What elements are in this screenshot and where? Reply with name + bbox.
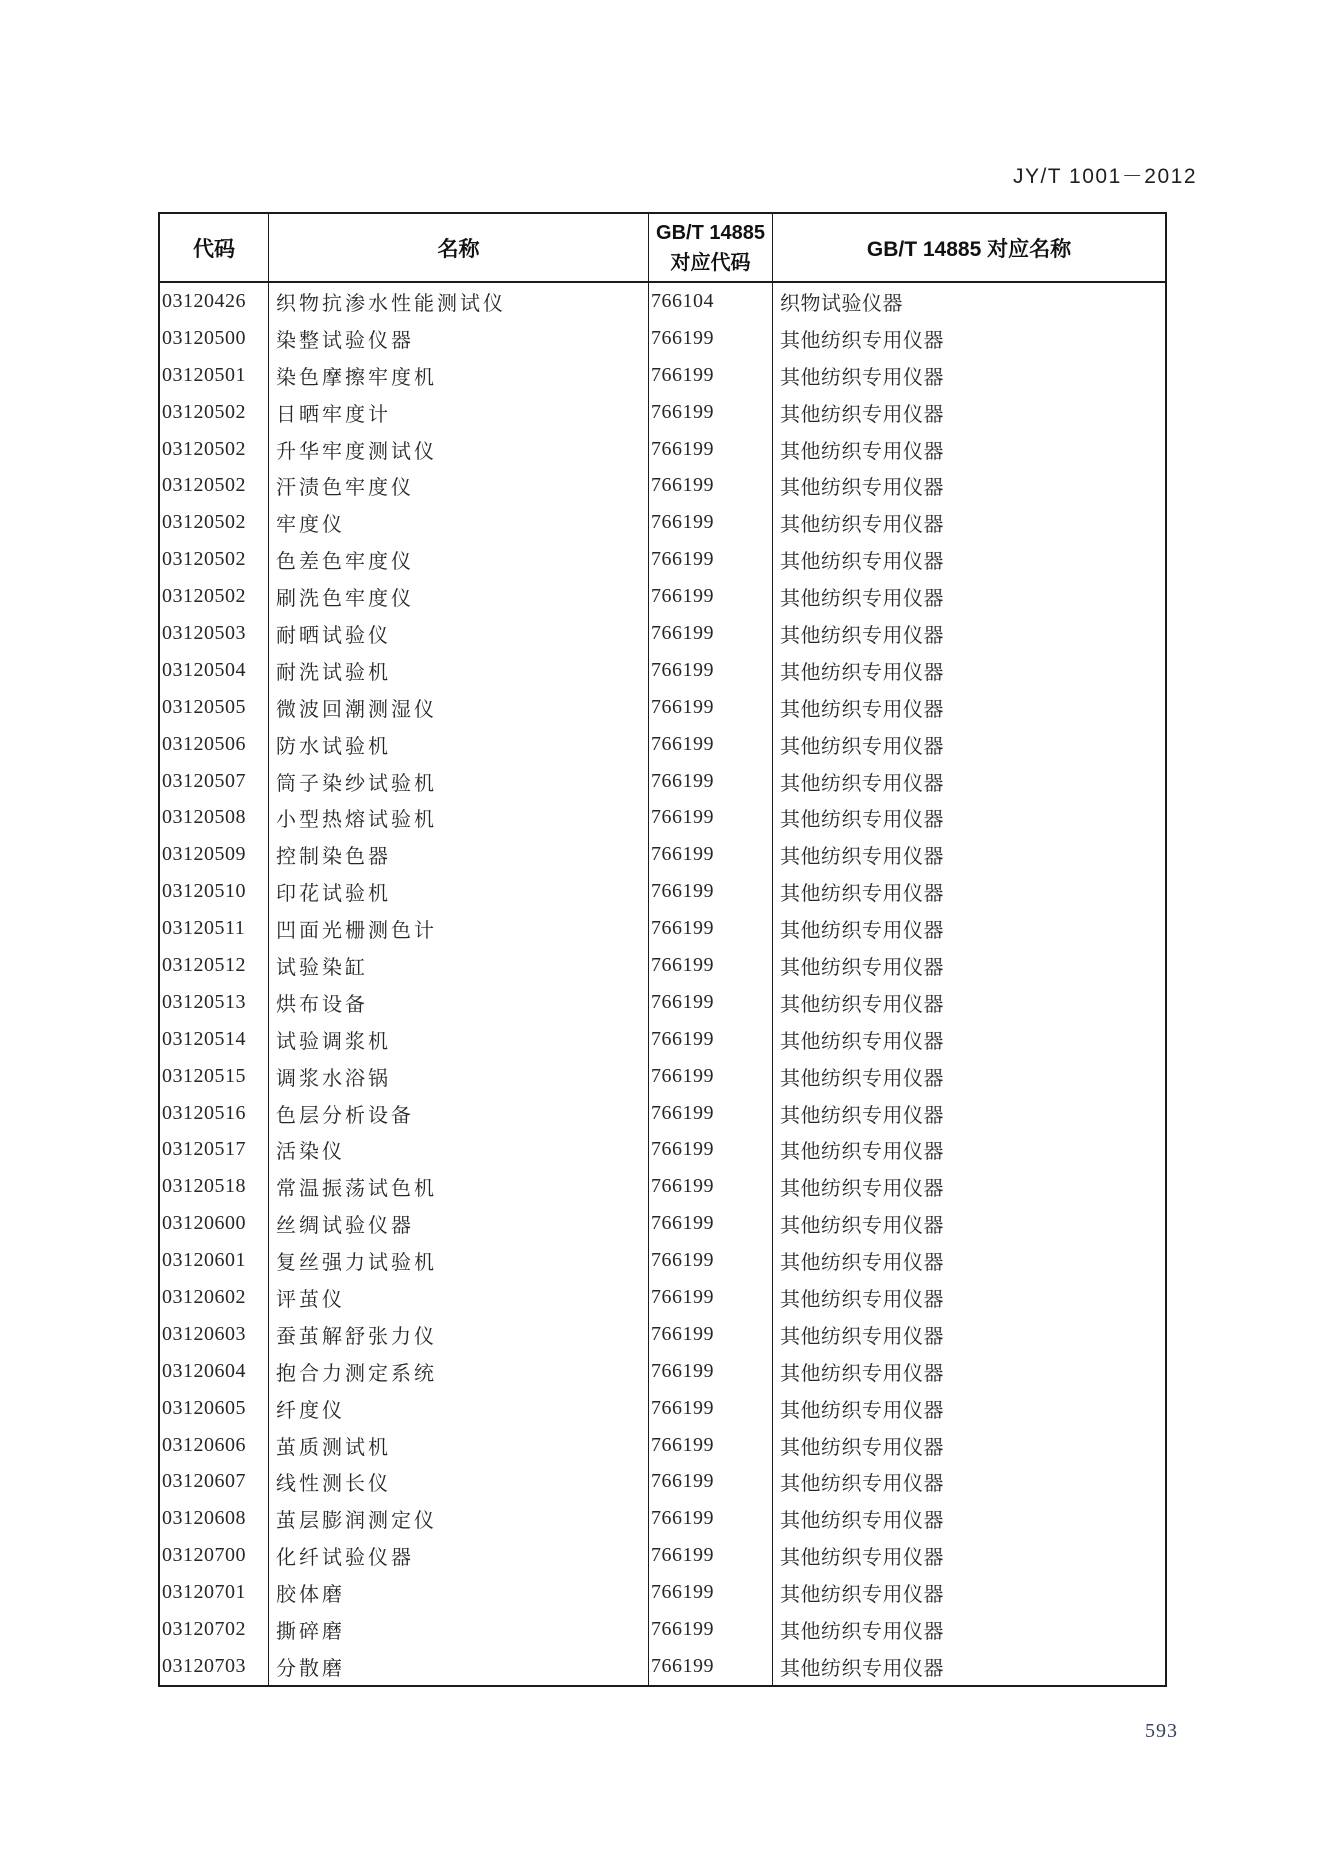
table-row [160, 1021, 1165, 1058]
table-row [160, 615, 1165, 652]
cell-code: 03120509 [160, 836, 269, 873]
cell-gbt-code: 766199 [649, 394, 773, 431]
cell-gbt-code: 766199 [649, 1611, 773, 1648]
cell-name: 耐洗试验机 [269, 652, 649, 689]
cell-gbt-name: 其他纺织专用仪器 [780, 1141, 944, 1164]
table-header-row [160, 214, 1165, 283]
cell-code: 03120516 [160, 1095, 269, 1132]
cell-gbt-name: 其他纺织专用仪器 [780, 846, 944, 869]
cell-name: 评茧仪 [269, 1279, 649, 1316]
cell-name: 胶体磨 [269, 1574, 649, 1611]
cell-gbt-code: 766199 [649, 1500, 773, 1537]
cell-gbt-name: 其他纺织专用仪器 [780, 1473, 944, 1496]
table-row [160, 1242, 1165, 1279]
cell-code: 03120505 [160, 689, 269, 726]
cell-gbt-code: 766199 [649, 1095, 773, 1132]
cell-gbt-name: 其他纺织专用仪器 [780, 809, 944, 832]
cell-name: 茧层膨润测定仪 [269, 1500, 649, 1537]
cell-gbt-code: 766199 [649, 1316, 773, 1353]
cell-code: 03120513 [160, 984, 269, 1021]
table-row [160, 283, 1165, 320]
cell-gbt-name: 其他纺织专用仪器 [780, 477, 944, 500]
cell-code: 03120504 [160, 652, 269, 689]
cell-gbt-code: 766199 [649, 836, 773, 873]
cell-gbt-name: 其他纺织专用仪器 [780, 956, 944, 979]
cell-code: 03120502 [160, 431, 269, 468]
cell-name: 色差色牢度仪 [269, 541, 649, 578]
cell-name: 织物抗渗水性能测试仪 [269, 283, 649, 320]
cell-name: 蚕茧解舒张力仪 [269, 1316, 649, 1353]
cell-code: 03120605 [160, 1390, 269, 1427]
cell-gbt-name: 其他纺织专用仪器 [780, 1510, 944, 1533]
header-code: 代码 [160, 214, 269, 281]
cell-gbt-code: 766199 [649, 1131, 773, 1168]
cell-name: 汗渍色牢度仪 [269, 467, 649, 504]
cell-gbt-name: 其他纺织专用仪器 [780, 514, 944, 537]
cell-name: 线性测长仪 [269, 1464, 649, 1501]
table-row [160, 1279, 1165, 1316]
cell-code: 03120512 [160, 947, 269, 984]
cell-gbt-name: 其他纺织专用仪器 [780, 403, 944, 426]
cell-gbt-name: 其他纺织专用仪器 [780, 993, 944, 1016]
header-gbt-code-line1: GB/T 14885 [656, 221, 765, 244]
cell-gbt-code: 766199 [649, 541, 773, 578]
table-row [160, 873, 1165, 910]
cell-gbt-code: 766199 [649, 763, 773, 800]
table-row [160, 726, 1165, 763]
cell-gbt-name: 其他纺织专用仪器 [780, 551, 944, 574]
header-gbt-code [649, 214, 773, 281]
cell-gbt-code: 766199 [649, 947, 773, 984]
cell-gbt-code: 766199 [649, 1427, 773, 1464]
cell-name: 烘布设备 [269, 984, 649, 1021]
cell-gbt-code: 766199 [649, 467, 773, 504]
cell-code: 03120508 [160, 799, 269, 836]
cell-gbt-name: 其他纺织专用仪器 [780, 735, 944, 758]
cell-gbt-code: 766199 [649, 504, 773, 541]
cell-code: 03120608 [160, 1500, 269, 1537]
cell-gbt-name: 其他纺织专用仪器 [780, 1584, 944, 1607]
cell-name: 抱合力测定系统 [269, 1353, 649, 1390]
cell-name: 日晒牢度计 [269, 394, 649, 431]
cell-gbt-name: 其他纺织专用仪器 [780, 329, 944, 352]
cell-code: 03120517 [160, 1131, 269, 1168]
table-row [160, 984, 1165, 1021]
cell-code: 03120700 [160, 1537, 269, 1574]
cell-gbt-name: 其他纺织专用仪器 [780, 1288, 944, 1311]
cell-code: 03120607 [160, 1464, 269, 1501]
cell-gbt-code: 766199 [649, 1464, 773, 1501]
header-gbt-name: GB/T 14885 对应名称 [866, 237, 1072, 261]
table-row [160, 1390, 1165, 1427]
cell-name: 试验染缸 [269, 947, 649, 984]
cell-gbt-code: 766199 [649, 1168, 773, 1205]
cell-name: 小型热熔试验机 [269, 799, 649, 836]
cell-name: 复丝强力试验机 [269, 1242, 649, 1279]
cell-code: 03120507 [160, 763, 269, 800]
cell-name: 分散磨 [269, 1648, 649, 1685]
cell-gbt-name: 其他纺织专用仪器 [780, 1215, 944, 1238]
mapping-table [158, 212, 1167, 1687]
table-row [160, 1537, 1165, 1574]
cell-gbt-name: 其他纺织专用仪器 [780, 1657, 944, 1680]
table-body [160, 283, 1165, 1685]
cell-gbt-name: 其他纺织专用仪器 [780, 588, 944, 611]
cell-name: 常温振荡试色机 [269, 1168, 649, 1205]
cell-gbt-code: 766199 [649, 1279, 773, 1316]
table-row [160, 467, 1165, 504]
cell-code: 03120502 [160, 541, 269, 578]
page-number: 593 [1145, 1720, 1178, 1742]
table-row [160, 1131, 1165, 1168]
cell-gbt-name: 其他纺织专用仪器 [780, 1436, 944, 1459]
cell-gbt-name: 其他纺织专用仪器 [780, 1362, 944, 1385]
table-row [160, 320, 1165, 357]
cell-name: 控制染色器 [269, 836, 649, 873]
cell-gbt-code: 766199 [649, 1353, 773, 1390]
cell-name: 印花试验机 [269, 873, 649, 910]
cell-gbt-name: 其他纺织专用仪器 [780, 883, 944, 906]
cell-name: 茧质测试机 [269, 1427, 649, 1464]
cell-code: 03120503 [160, 615, 269, 652]
cell-code: 03120502 [160, 578, 269, 615]
cell-code: 03120511 [160, 910, 269, 947]
header-name: 名称 [269, 214, 649, 281]
cell-gbt-name: 其他纺织专用仪器 [780, 772, 944, 795]
cell-gbt-name: 其他纺织专用仪器 [780, 1252, 944, 1275]
cell-name: 调浆水浴锅 [269, 1058, 649, 1095]
cell-gbt-name: 其他纺织专用仪器 [780, 1178, 944, 1201]
cell-code: 03120702 [160, 1611, 269, 1648]
table-row [160, 1058, 1165, 1095]
cell-gbt-name: 织物试验仪器 [780, 292, 903, 315]
cell-name: 染色摩擦牢度机 [269, 357, 649, 394]
cell-code: 03120515 [160, 1058, 269, 1095]
cell-code: 03120600 [160, 1205, 269, 1242]
cell-gbt-code: 766199 [649, 689, 773, 726]
cell-gbt-code: 766199 [649, 1574, 773, 1611]
cell-gbt-name: 其他纺织专用仪器 [780, 698, 944, 721]
cell-gbt-code: 766199 [649, 910, 773, 947]
table-row [160, 504, 1165, 541]
table-row [160, 652, 1165, 689]
table-row [160, 1168, 1165, 1205]
cell-gbt-name: 其他纺织专用仪器 [780, 366, 944, 389]
table-row [160, 394, 1165, 431]
table-row [160, 910, 1165, 947]
cell-gbt-code: 766199 [649, 726, 773, 763]
cell-code: 03120501 [160, 357, 269, 394]
table-row [160, 1574, 1165, 1611]
table-row [160, 1095, 1165, 1132]
cell-code: 03120502 [160, 394, 269, 431]
cell-gbt-code: 766199 [649, 1021, 773, 1058]
cell-gbt-code: 766199 [649, 431, 773, 468]
cell-name: 纤度仪 [269, 1390, 649, 1427]
cell-name: 耐晒试验仪 [269, 615, 649, 652]
cell-name: 微波回潮测湿仪 [269, 689, 649, 726]
cell-name: 丝绸试验仪器 [269, 1205, 649, 1242]
cell-code: 03120426 [160, 283, 269, 320]
cell-name: 防水试验机 [269, 726, 649, 763]
table-row [160, 1648, 1165, 1685]
cell-gbt-name: 其他纺织专用仪器 [780, 1325, 944, 1348]
cell-code: 03120518 [160, 1168, 269, 1205]
table-row [160, 1464, 1165, 1501]
cell-code: 03120514 [160, 1021, 269, 1058]
table-row [160, 836, 1165, 873]
cell-code: 03120701 [160, 1574, 269, 1611]
table-row [160, 689, 1165, 726]
cell-gbt-code: 766199 [649, 873, 773, 910]
cell-code: 03120601 [160, 1242, 269, 1279]
table-row [160, 1427, 1165, 1464]
cell-gbt-code: 766199 [649, 1242, 773, 1279]
cell-gbt-code: 766199 [649, 1537, 773, 1574]
cell-gbt-code: 766199 [649, 615, 773, 652]
table-row [160, 799, 1165, 836]
cell-code: 03120500 [160, 320, 269, 357]
table-row [160, 1611, 1165, 1648]
cell-gbt-code: 766199 [649, 357, 773, 394]
header-gbt-code-line2: 对应代码 [670, 251, 751, 274]
table-row [160, 947, 1165, 984]
document-code: JY/T 1001－2012 [1012, 165, 1197, 188]
cell-name: 牢度仪 [269, 504, 649, 541]
cell-code: 03120502 [160, 467, 269, 504]
cell-name: 筒子染纱试验机 [269, 763, 649, 800]
cell-code: 03120602 [160, 1279, 269, 1316]
cell-name: 凹面光栅测色计 [269, 910, 649, 947]
cell-gbt-name: 其他纺织专用仪器 [780, 661, 944, 684]
table-row [160, 1205, 1165, 1242]
cell-code: 03120506 [160, 726, 269, 763]
table-row [160, 578, 1165, 615]
table-row [160, 357, 1165, 394]
table-row [160, 763, 1165, 800]
cell-name: 色层分析设备 [269, 1095, 649, 1132]
cell-gbt-name: 其他纺织专用仪器 [780, 1030, 944, 1053]
cell-gbt-code: 766199 [649, 799, 773, 836]
cell-name: 试验调浆机 [269, 1021, 649, 1058]
table-row [160, 1316, 1165, 1353]
cell-code: 03120510 [160, 873, 269, 910]
cell-code: 03120603 [160, 1316, 269, 1353]
cell-gbt-code: 766199 [649, 1648, 773, 1685]
cell-gbt-code: 766199 [649, 984, 773, 1021]
table-row [160, 1353, 1165, 1390]
cell-gbt-code: 766199 [649, 652, 773, 689]
cell-gbt-code: 766104 [649, 283, 773, 320]
cell-code: 03120606 [160, 1427, 269, 1464]
cell-name: 撕碎磨 [269, 1611, 649, 1648]
table-row [160, 431, 1165, 468]
cell-name: 化纤试验仪器 [269, 1537, 649, 1574]
cell-name: 染整试验仪器 [269, 320, 649, 357]
cell-gbt-name: 其他纺织专用仪器 [780, 1104, 944, 1127]
cell-code: 03120502 [160, 504, 269, 541]
cell-gbt-name: 其他纺织专用仪器 [780, 624, 944, 647]
cell-name: 活染仪 [269, 1131, 649, 1168]
cell-gbt-name: 其他纺织专用仪器 [780, 1067, 944, 1090]
cell-gbt-code: 766199 [649, 1390, 773, 1427]
cell-code: 03120604 [160, 1353, 269, 1390]
cell-name: 刷洗色牢度仪 [269, 578, 649, 615]
cell-gbt-name: 其他纺织专用仪器 [780, 440, 944, 463]
cell-gbt-code: 766199 [649, 320, 773, 357]
cell-gbt-name: 其他纺织专用仪器 [780, 1547, 944, 1570]
table-row [160, 1500, 1165, 1537]
cell-gbt-name: 其他纺织专用仪器 [780, 920, 944, 943]
cell-gbt-code: 766199 [649, 1205, 773, 1242]
cell-gbt-code: 766199 [649, 1058, 773, 1095]
table-row [160, 541, 1165, 578]
cell-gbt-name: 其他纺织专用仪器 [780, 1621, 944, 1643]
cell-gbt-code: 766199 [649, 578, 773, 615]
cell-name: 升华牢度测试仪 [269, 431, 649, 468]
cell-gbt-name: 其他纺织专用仪器 [780, 1399, 944, 1422]
cell-code: 03120703 [160, 1648, 269, 1685]
